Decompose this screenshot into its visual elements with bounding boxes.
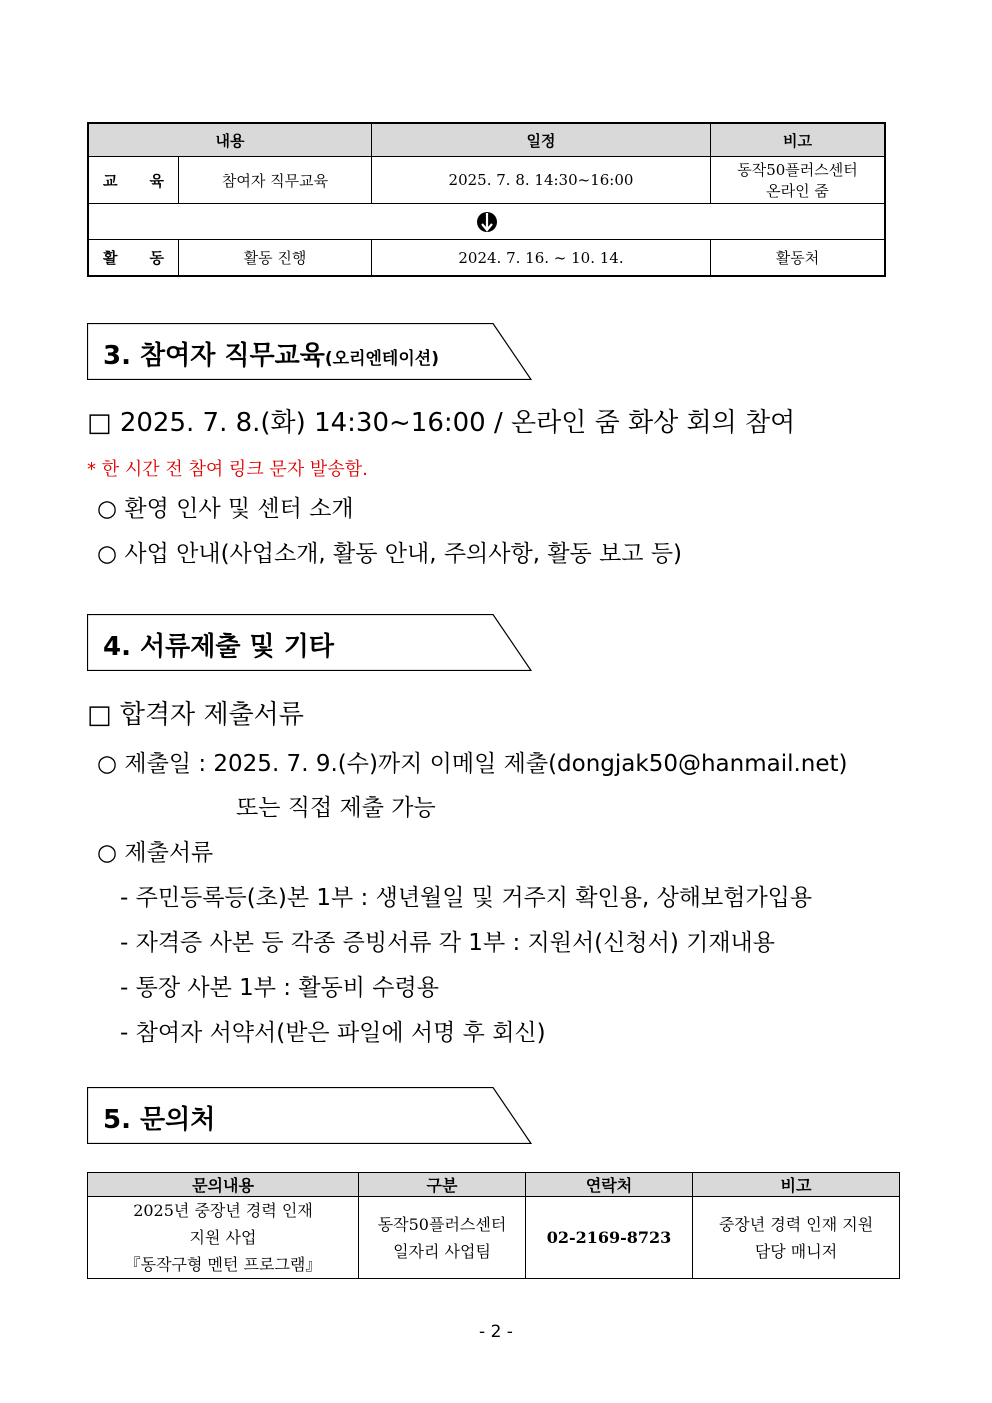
cell-line: 일자리 사업팀 — [393, 1241, 491, 1261]
cell-line: 동작50플러스센터 — [377, 1214, 507, 1234]
table-row — [88, 240, 885, 277]
header-phone: 연락처 — [526, 1173, 693, 1197]
note-cell — [711, 157, 886, 204]
note-cell — [693, 1197, 900, 1279]
arrow-row — [88, 204, 885, 240]
phone-cell: 02-2169-8723 — [526, 1197, 693, 1279]
section-3-heading — [87, 323, 533, 380]
header-note: 비고 — [711, 123, 886, 157]
document-item: - 자격증 사본 등 각종 증빙서류 각 1부 : 지원서(신청서) 기재내용 — [120, 930, 775, 956]
content-cell: 참여자 직무교육 — [179, 157, 372, 204]
page-number: - 2 - — [479, 1322, 513, 1342]
section-4-heading — [87, 614, 533, 671]
header-inquiry: 문의내용 — [88, 1173, 359, 1197]
inquiry-cell — [88, 1197, 359, 1279]
contact-table — [87, 1172, 900, 1279]
section-5-heading — [87, 1087, 533, 1144]
list-item: ○ 제출일 : 2025. 7. 9.(수)까지 이메일 제출(dongjak50@hanmail.net) — [97, 751, 848, 777]
list-item: ○ 환영 인사 및 센터 소개 — [97, 496, 354, 522]
table-row — [88, 157, 885, 204]
schedule-table — [87, 122, 886, 277]
cell-line: 지원 사업 — [189, 1228, 257, 1247]
documents-heading: □ 합격자 제출서류 — [87, 700, 304, 730]
date-cell: 2024. 7. 16. ~ 10. 14. — [372, 240, 711, 277]
section-subtitle: (오리엔테이션) — [324, 349, 439, 369]
cell-line: 『동작구형 멘턴 프로그램』 — [124, 1255, 322, 1274]
note-cell: 활동처 — [711, 240, 886, 277]
cell-line: 중장년 경력 인재 지원 — [718, 1214, 874, 1234]
orientation-schedule: □ 2025. 7. 8.(화) 14:30~16:00 / 온라인 줌 화상 회의 참여 — [87, 408, 796, 438]
header-note: 비고 — [693, 1173, 900, 1197]
note-line: 동작50플러스센터 — [737, 161, 858, 179]
note-line: 온라인 줌 — [766, 182, 829, 200]
document-item: - 참여자 서약서(받은 파일에 서명 후 회신) — [120, 1020, 546, 1046]
cell-line: 2025년 중장년 경력 인재 — [133, 1201, 313, 1220]
date-cell: 2025. 7. 8. 14:30~16:00 — [372, 157, 711, 204]
header-date: 일정 — [372, 123, 711, 157]
list-item: ○ 제출서류 — [97, 840, 214, 866]
list-item-continued: 또는 직접 제출 가능 — [236, 795, 436, 821]
document-item: - 주민등록등(초)본 1부 : 생년월일 및 거주지 확인용, 상해보험가입용 — [120, 885, 813, 911]
dept-cell — [359, 1197, 526, 1279]
document-item: - 통장 사본 1부 : 활동비 수령용 — [120, 975, 439, 1001]
category-char: 교 — [103, 171, 118, 190]
list-item: ○ 사업 안내(사업소개, 활동 안내, 주의사항, 활동 보고 등) — [97, 541, 683, 567]
table-row — [88, 1197, 900, 1279]
category-char: 동 — [149, 249, 164, 267]
header-content: 내용 — [88, 123, 372, 157]
section-title: 5. 문의처 — [103, 1105, 216, 1135]
link-notice: * 한 시간 전 참여 링크 문자 발송함. — [87, 459, 368, 480]
category-char: 활 — [103, 249, 118, 267]
header-dept: 구분 — [359, 1173, 526, 1197]
category-char: 육 — [149, 171, 164, 190]
down-arrow-icon — [476, 210, 498, 234]
section-title: 4. 서류제출 및 기타 — [103, 632, 334, 662]
content-cell: 활동 진행 — [179, 240, 372, 277]
cell-line: 담당 매니저 — [754, 1241, 838, 1261]
section-title: 3. 참여자 직무교육 — [103, 341, 325, 371]
